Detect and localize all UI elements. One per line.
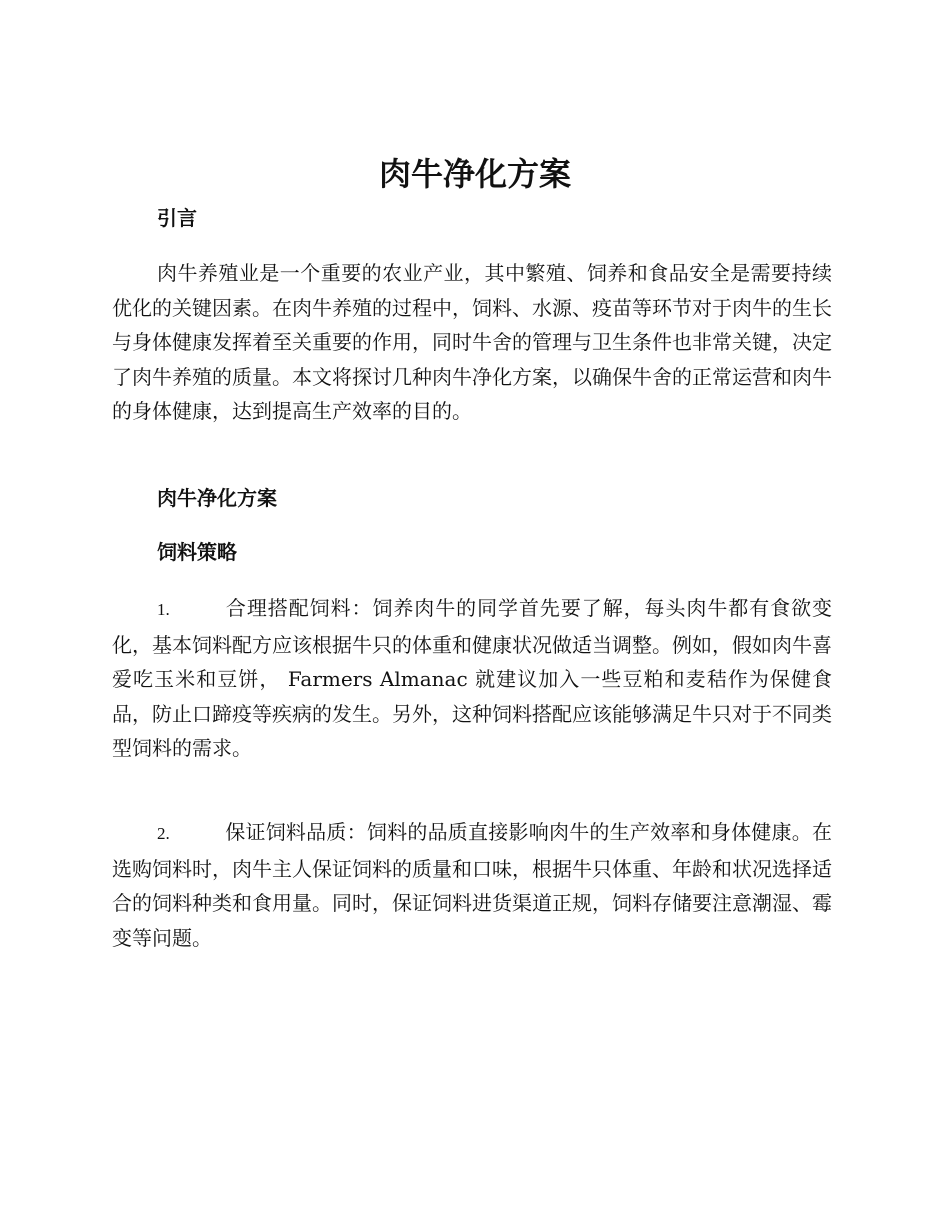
feed-strategy-heading: 饲料策略 (157, 540, 237, 564)
intro-paragraph: 肉牛养殖业是一个重要的农业产业，其中繁殖、饲养和食品安全是需要持续优化的关键因素。在肉牛养殖的过程中，饲料、水源、疫苗等环节对于肉牛的生长与身体健康发挥着至关重要的作用，同时牛舍的管理与卫生条件也非常关键，决定了肉牛养殖的质量。本文将探讨几种肉牛净化方案，以确保牛舍的正常运营和肉牛的身体健康，达到提高生产效率的目的。 (112, 261, 832, 423)
list-item (112, 815, 832, 955)
list-item-text: 合理搭配饲料：饲养肉牛的同学首先要了解，每头肉牛都有食欲变化，基本饲料配方应该根据牛只的体重和健康状况做适当调整。例如，假如肉牛喜爱吃玉米和豆饼， Farmers Almanac 就建议加入一些豆粕和麦秸作为保健食品，防止口蹄疫等疾病的发生。另外，这种饲料搭配应该能够满足牛只对于不同类型饲料的需求。 (112, 596, 832, 760)
list-item-number: 2. (157, 824, 170, 843)
list-item-number: 1. (157, 600, 170, 619)
document-title: 肉牛净化方案 (378, 155, 571, 193)
intro-heading: 引言 (157, 206, 197, 230)
list-item-text: 保证饲料品质：饲料的品质直接影响肉牛的生产效率和身体健康。在选购饲料时，肉牛主人保证饲料的质量和口味，根据牛只体重、年龄和状况选择适合的饲料种类和食用量。同时，保证饲料进货渠道正规，饲料存储要注意潮湿、霉变等问题。 (112, 820, 832, 950)
plan-heading: 肉牛净化方案 (157, 486, 277, 510)
list-item (112, 591, 832, 766)
